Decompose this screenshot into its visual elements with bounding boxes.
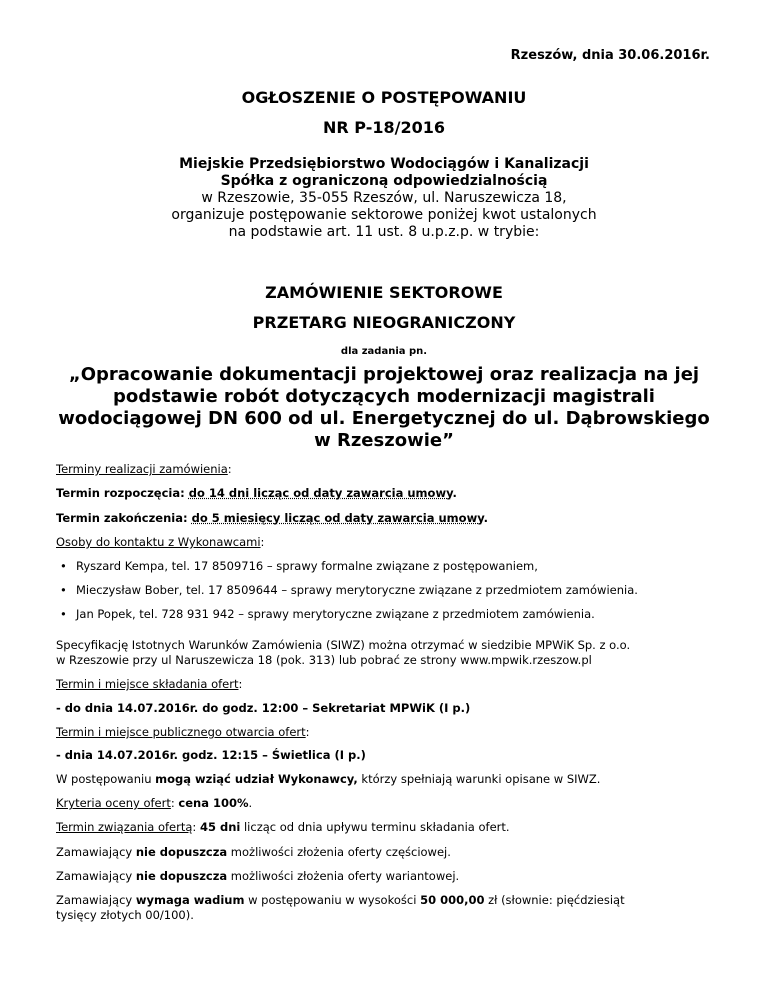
text: możliwości złożenia oferty częściowej. bbox=[227, 845, 451, 859]
binding-info bbox=[56, 820, 716, 835]
opening-value-text: - dnia 14.07.2016r. godz. 12:15 – Świetlica (I p.) bbox=[56, 748, 366, 762]
punct: . bbox=[452, 486, 457, 500]
procedure-mode: PRZETARG NIEOGRANICZONY bbox=[252, 313, 516, 332]
bullet-icon: • bbox=[60, 559, 67, 573]
criteria-label: Kryteria oceny ofert bbox=[56, 796, 171, 810]
criteria-value: cena 100% bbox=[178, 796, 249, 810]
text: tysięcy złotych 00/100). bbox=[56, 908, 194, 922]
text: którzy spełniają warunki opisane w SIWZ. bbox=[357, 772, 601, 786]
bullet-icon: • bbox=[60, 607, 67, 621]
announcement-heading: OGŁOSZENIE O POSTĘPOWANIU bbox=[241, 88, 527, 107]
text-bold: wymaga wadium bbox=[135, 893, 245, 907]
task-title-line: wodociągowej DN 600 od ul. Energetycznej do ul. Dąbrowskiego bbox=[58, 408, 710, 429]
announcement-number: NR P-18/2016 bbox=[322, 118, 445, 137]
criteria-info bbox=[56, 796, 716, 811]
org-address: w Rzeszowie, 35-055 Rzeszów, ul. Naruszewicza 18, bbox=[201, 190, 567, 206]
siwz-info bbox=[56, 638, 716, 668]
punct: : bbox=[227, 462, 232, 476]
submission-label bbox=[56, 677, 716, 692]
punct: . bbox=[248, 796, 253, 810]
term-start bbox=[56, 486, 716, 501]
term-start-label: Termin rozpoczęcia: bbox=[56, 486, 189, 500]
document-date: Rzeszów, dnia 30.06.2016r. bbox=[510, 48, 710, 63]
punct: : bbox=[170, 796, 179, 810]
org-legal-form: Spółka z ograniczoną odpowiedzialnością bbox=[220, 173, 548, 189]
binding-value: 45 dni bbox=[199, 820, 241, 834]
org-name: Miejskie Przedsiębiorstwo Wodociągów i Kanalizacji bbox=[179, 156, 589, 172]
binding-label: Termin związania ofertą bbox=[56, 820, 193, 834]
punct: : bbox=[305, 725, 310, 739]
siwz-line: w Rzeszowie przy ul Naruszewicza 18 (pok. 313) lub pobrać ze strony www.mpwik.rzeszow.pl bbox=[56, 653, 592, 667]
contacts-label bbox=[56, 535, 716, 550]
contact-item: Jan Popek, tel. 728 931 942 – sprawy merytoryczne związane z przedmiotem zamówienia. bbox=[76, 607, 595, 621]
opening-label-text: Termin i miejsce publicznego otwarcia ofert bbox=[56, 725, 306, 739]
text: Zamawiający bbox=[56, 869, 136, 883]
task-title-line: „Opracowanie dokumentacji projektowej oraz realizacja na jej bbox=[68, 364, 700, 385]
siwz-line: Specyfikację Istotnych Warunków Zamówienia (SIWZ) można otrzymać w siedzibie MPWiK Sp. z o.o. bbox=[56, 638, 631, 652]
term-end bbox=[56, 511, 716, 526]
term-end-label: Termin zakończenia: bbox=[56, 511, 192, 525]
task-title-line: podstawie robót dotyczących modernizacji magistrali bbox=[113, 386, 655, 407]
task-title-line: w Rzeszowie” bbox=[314, 430, 454, 451]
punct: : bbox=[192, 820, 200, 834]
text: Zamawiający bbox=[56, 893, 136, 907]
organization-block bbox=[40, 156, 728, 241]
terms-label bbox=[56, 462, 716, 477]
term-start-value: do 14 dni licząc od daty zawarcia umowy bbox=[188, 486, 453, 500]
opening-label bbox=[56, 725, 716, 740]
text: licząc od dnia upływu terminu składania ofert. bbox=[240, 820, 510, 834]
task-label: dla zadania pn. bbox=[340, 346, 428, 357]
text: możliwości złożenia oferty wariantowej. bbox=[227, 869, 460, 883]
text-bold: mogą wziąć udział Wykonawcy, bbox=[155, 772, 358, 786]
org-legal-basis: na podstawie art. 11 ust. 8 u.p.z.p. w trybie: bbox=[228, 224, 540, 240]
submission-value bbox=[56, 701, 716, 716]
term-end-value: do 5 miesięcy licząc od daty zawarcia umowy bbox=[191, 511, 484, 525]
punct: : bbox=[260, 535, 265, 549]
submission-value-text: - do dnia 14.07.2016r. do godz. 12:00 – Sekretariat MPWiK (I p.) bbox=[56, 701, 471, 715]
deposit-amount: 50 000,00 bbox=[420, 893, 485, 907]
contact-item: Mieczysław Bober, tel. 17 8509644 – sprawy merytoryczne związane z przedmiotem zamówienia. bbox=[76, 583, 638, 597]
submission-label-text: Termin i miejsce składania ofert bbox=[56, 677, 239, 691]
text: w postępowaniu w wysokości bbox=[244, 893, 421, 907]
contacts-label-text: Osoby do kontaktu z Wykonawcami bbox=[56, 535, 261, 549]
variant-offer-info bbox=[56, 869, 716, 884]
procurement-type: ZAMÓWIENIE SEKTOROWE bbox=[265, 283, 503, 302]
terms-label-text: Terminy realizacji zamówienia bbox=[56, 462, 228, 476]
text: zł (słownie: pięćdziesiąt bbox=[484, 893, 625, 907]
deposit-info bbox=[56, 893, 716, 923]
bullet-icon: • bbox=[60, 583, 67, 597]
text: Zamawiający bbox=[56, 845, 136, 859]
org-statement: organizuje postępowanie sektorowe poniżej kwot ustalonych bbox=[171, 207, 597, 223]
text-bold: nie dopuszcza bbox=[135, 869, 228, 883]
text-bold: nie dopuszcza bbox=[135, 845, 228, 859]
contact-item: Ryszard Kempa, tel. 17 8509716 – sprawy formalne związane z postępowaniem, bbox=[76, 559, 538, 573]
punct: : bbox=[238, 677, 243, 691]
partial-offer-info bbox=[56, 845, 716, 860]
punct: . bbox=[483, 511, 489, 525]
text: W postępowaniu bbox=[56, 772, 156, 786]
opening-value bbox=[56, 748, 716, 763]
participation-info bbox=[56, 772, 716, 787]
task-title bbox=[40, 364, 728, 452]
